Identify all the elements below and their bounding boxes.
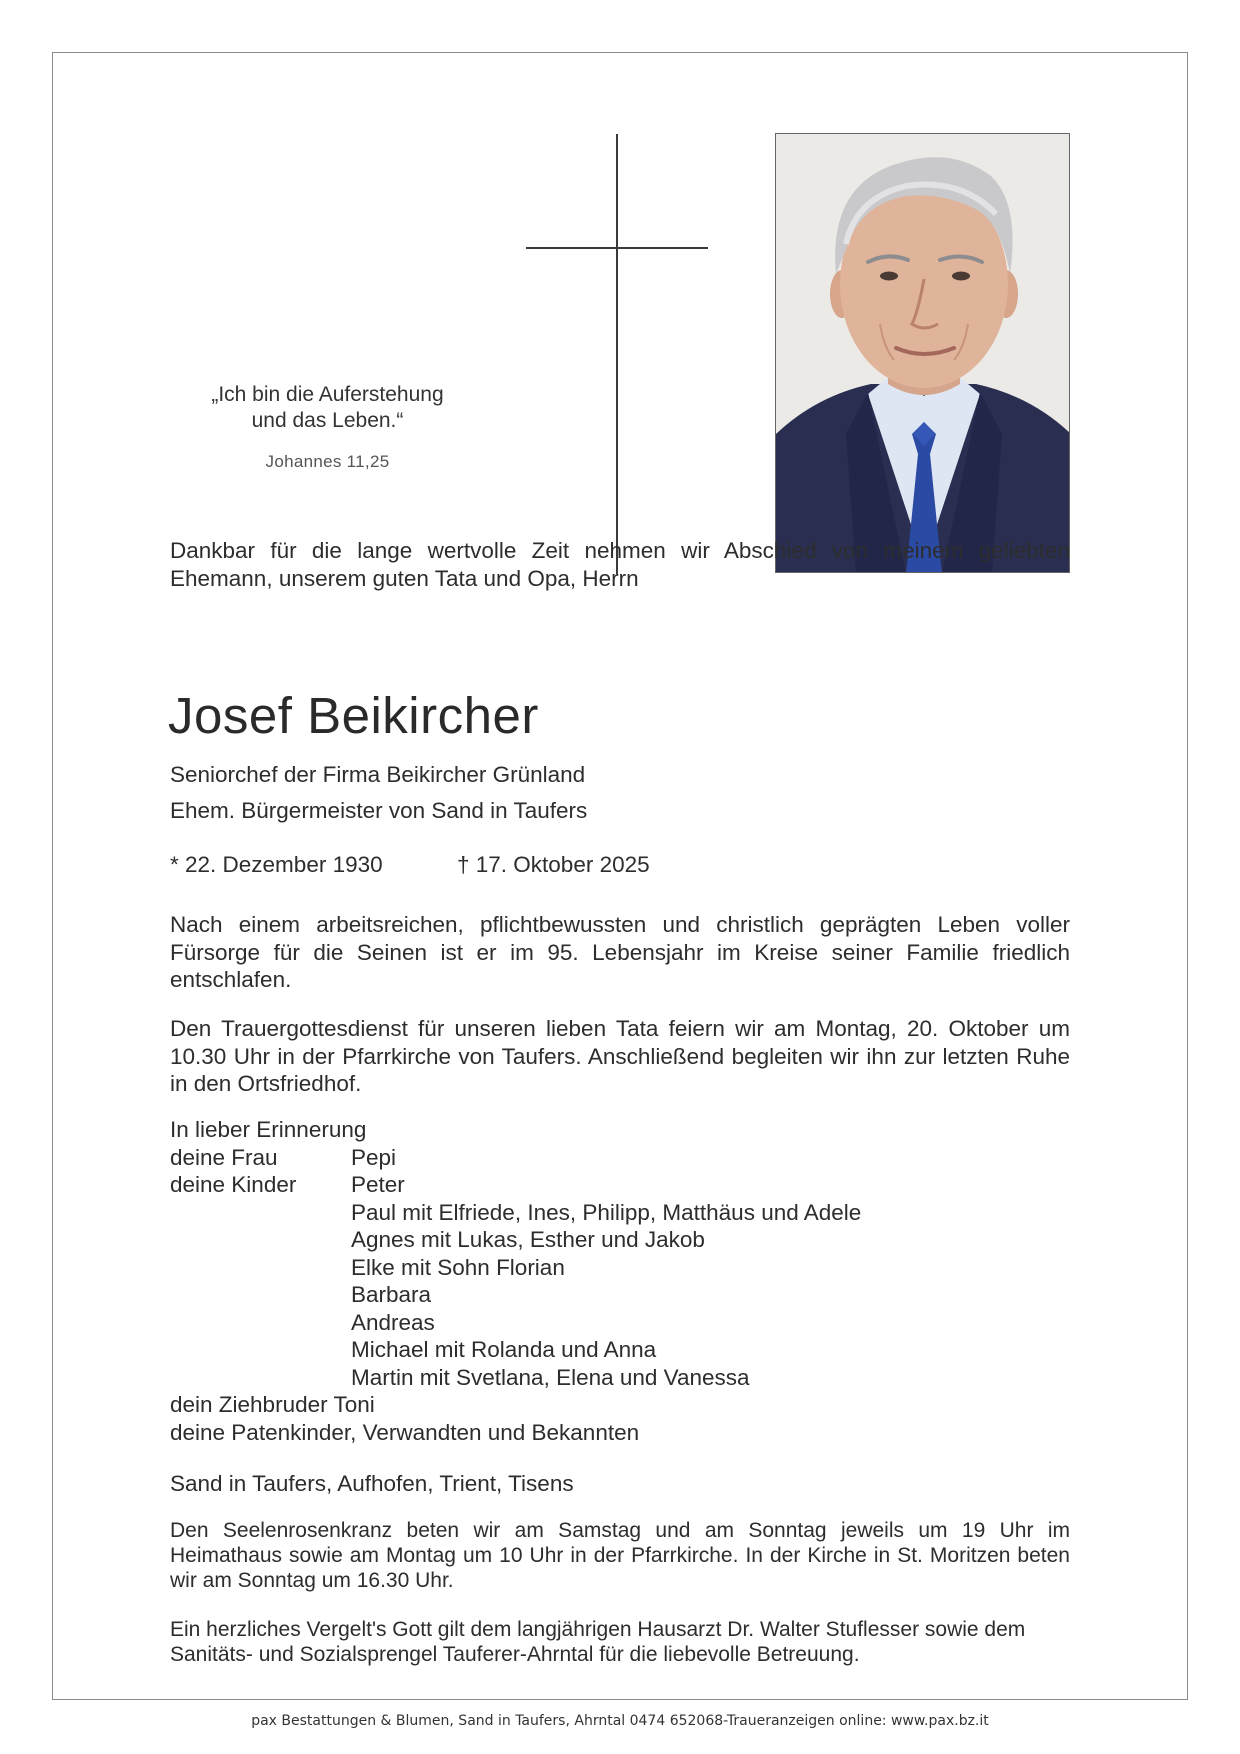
wife-name: Pepi xyxy=(351,1144,397,1170)
child-entry: Peter xyxy=(351,1172,405,1197)
title-seniorchef: Seniorchef der Firma Beikircher Grünland xyxy=(170,762,586,787)
cross-horizontal-bar xyxy=(526,247,708,249)
title-mayor: Ehem. Bürgermeister von Sand in Taufers xyxy=(170,798,588,823)
footer-imprint: pax Bestattungen & Blumen, Sand in Taufers, Ahrntal 0474 652068-Traueranzeigen online: www.pax.bz.it xyxy=(251,1713,989,1729)
child-entry: Paul mit Elfriede, Ines, Philipp, Matthäus und Adele xyxy=(351,1199,862,1225)
cross-vertical-bar xyxy=(616,134,618,574)
bible-quote xyxy=(160,382,495,434)
child-entry: Andreas xyxy=(351,1309,435,1335)
child-entry: Michael mit Rolanda und Anna xyxy=(351,1337,657,1362)
life-dates xyxy=(170,851,650,879)
portrait-illustration xyxy=(776,134,1070,573)
quote-source: Johannes 11,25 xyxy=(265,452,390,471)
quote-line-1: „Ich bin die Auferstehung xyxy=(211,383,444,406)
deceased-name: Josef Beikircher xyxy=(168,687,539,744)
children-label: deine Kinder xyxy=(170,1172,297,1197)
quote-line-2: und das Leben.“ xyxy=(251,409,404,432)
thanks-paragraph: Ein herzliches Vergelt's Gott gilt dem langjährigen Hausarzt Dr. Walter Stuflesser sowie dem Sanitäts- und Sozialsprengel Tauferer-Ahrntal für die liebevolle Betreuung. xyxy=(170,1618,1026,1666)
rosary-paragraph: Den Seelenrosenkranz beten wir am Samstag und am Sonntag jeweils um 19 Uhr im Heimathaus sowie am Montag um 10 Uhr in der Pfarrkirche. In der Kirche in St. Moritzen beten wir am Sonntag um 16.30 Uhr. xyxy=(170,1519,1070,1592)
funeral-paragraph: Den Trauergottesdienst für unseren lieben Tata feiern wir am Montag, 20. Oktober um 10.30 Uhr in der Pfarrkirche von Taufers. Anschließend begleiten wir ihn zur letzten Ruhe in den Ortsfriedhof. xyxy=(170,1016,1070,1096)
mourners-list xyxy=(170,1116,861,1446)
child-entry: Agnes mit Lukas, Esther und Jakob xyxy=(351,1227,705,1252)
places-line: Sand in Taufers, Aufhofen, Trient, Tisens xyxy=(170,1471,574,1496)
mourners-heading: In lieber Erinnerung xyxy=(170,1117,367,1142)
death-date: † 17. Oktober 2025 xyxy=(457,852,650,877)
intro-text: Dankbar für die lange wertvolle Zeit nehmen wir Abschied von meinem geliebten Ehemann, unserem guten Tata und Opa, Herrn xyxy=(170,538,1070,591)
birth-date: * 22. Dezember 1930 xyxy=(170,852,383,877)
foster-brother: dein Ziehbruder Toni xyxy=(170,1392,375,1417)
portrait-photo xyxy=(775,133,1070,573)
life-paragraph: Nach einem arbeitsreichen, pflichtbewussten und christlich geprägten Leben voller Fürsorge für die Seinen ist er im 95. Lebensjahr im Kreise seiner Familie friedlich entschlafen. xyxy=(170,912,1070,992)
child-entry: Barbara xyxy=(351,1282,432,1307)
other-relatives: deine Patenkinder, Verwandten und Bekannten xyxy=(170,1419,640,1445)
child-entry: Martin mit Svetlana, Elena und Vanessa xyxy=(351,1364,750,1390)
child-entry: Elke mit Sohn Florian xyxy=(351,1254,565,1280)
wife-label: deine Frau xyxy=(170,1144,278,1170)
